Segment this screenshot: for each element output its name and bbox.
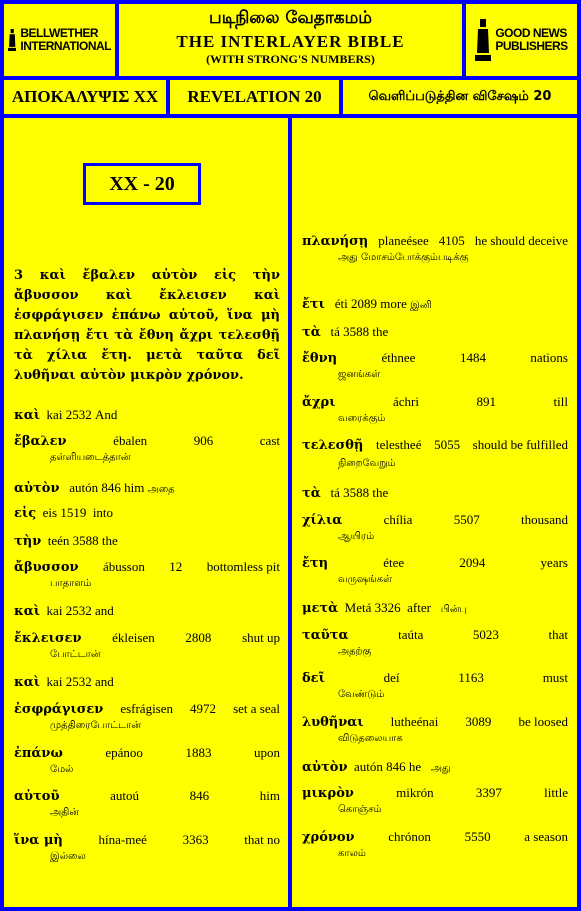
tamil-gloss: போட்டான்: [50, 649, 101, 660]
greek-word: αὐτὸν: [14, 481, 60, 496]
strong-number: 906: [193, 433, 214, 448]
transliteration: hína-meé: [98, 832, 147, 847]
tamil-gloss: இனி: [410, 300, 432, 311]
transliteration: étee: [383, 555, 405, 570]
transliteration: Metá: [344, 600, 372, 615]
tamil-chapter-label: வெளிப்படுத்தின விசேஷம் 20: [339, 76, 581, 118]
transliteration: telestheé: [375, 437, 422, 452]
word-entry: [302, 714, 568, 747]
greek-word: ἵνα μὴ: [14, 833, 63, 848]
greek-word: λυθῆναι: [302, 715, 364, 730]
tamil-gloss: விடுதலையாக: [338, 733, 403, 744]
word-entry: [14, 480, 280, 498]
transliteration: ébalen: [113, 433, 148, 448]
strong-number: 5055: [434, 437, 461, 452]
word-entry: [302, 759, 568, 777]
transliteration: planeésee: [378, 233, 429, 248]
greek-word: ἐπάνω: [14, 746, 63, 761]
english-gloss: and: [94, 603, 114, 618]
english-gloss: the: [372, 485, 389, 500]
english-gloss: set a seal: [233, 701, 280, 716]
transliteration: autón: [353, 759, 383, 774]
tamil-gloss: அதின்: [50, 807, 80, 818]
english-gloss: more: [380, 296, 407, 311]
english-gloss: be loosed: [518, 714, 568, 729]
tamil-gloss: பின்பு: [440, 604, 467, 615]
greek-word: ἐσφράγισεν: [14, 702, 104, 717]
english-gloss: and: [94, 674, 114, 689]
english-gloss: cast: [259, 433, 280, 448]
strong-number: 846: [386, 759, 406, 774]
word-entry: [14, 745, 280, 778]
transliteration: chília: [383, 512, 413, 527]
word-entry: [14, 559, 280, 592]
greek-word: τὰ: [302, 486, 321, 501]
transliteration: teén: [47, 533, 70, 548]
word-entry: [302, 512, 568, 545]
tamil-gloss: அதை: [147, 484, 175, 495]
word-entry: [302, 324, 568, 341]
tamil-gloss: நிறைவேறும்: [338, 458, 396, 469]
english-gloss: a season: [524, 829, 568, 844]
english-gloss: him: [124, 480, 145, 495]
word-entry: [14, 407, 280, 424]
strong-number: 3588: [343, 485, 370, 500]
english-gloss: upon: [253, 745, 280, 760]
strong-number: 5550: [464, 829, 491, 844]
tamil-gloss: காலம்: [338, 848, 366, 859]
strong-number: 1484: [459, 350, 486, 365]
strong-number: 5023: [472, 627, 499, 642]
tamil-gloss: அது: [430, 763, 451, 774]
greek-word: ἔτη: [302, 556, 329, 571]
greek-word: ταῦτα: [302, 628, 349, 643]
page-title: THE INTERLAYER BIBLE: [176, 32, 405, 51]
word-entry: [14, 505, 280, 522]
transliteration: éti: [334, 296, 348, 311]
greek-word: ἔτι: [302, 297, 325, 312]
page-subtitle: (WITH STRONG'S NUMBERS): [206, 52, 375, 66]
transliteration: chrónon: [388, 829, 431, 844]
greek-word: αὐτὸν: [302, 760, 348, 775]
english-gloss: the: [372, 324, 389, 339]
strong-number: 2532: [65, 674, 92, 689]
tamil-gloss: பாதாளம்: [50, 578, 92, 589]
transliteration: deí: [383, 670, 400, 685]
strong-number: 3326: [374, 600, 401, 615]
title-block: [115, 0, 466, 80]
transliteration: ábusson: [102, 559, 145, 574]
strong-number: 3397: [475, 785, 502, 800]
tamil-gloss: அது மோசம்போக்கும்படிக்கு: [338, 252, 469, 263]
greek-word: εἰς: [14, 506, 37, 521]
tamil-gloss: தள்ளியடைத்தான்: [50, 452, 131, 463]
greek-word: ἄβυσσον: [14, 560, 79, 575]
tamil-gloss: வருஷங்கள்: [338, 574, 393, 585]
word-entry: [302, 785, 568, 818]
word-entry: [302, 485, 568, 502]
greek-word: ἔκλεισεν: [14, 631, 82, 646]
word-entry: [14, 788, 280, 821]
strong-number: 846: [189, 788, 210, 803]
english-gloss: after: [407, 600, 431, 615]
greek-word: τελεσθῇ: [302, 438, 364, 453]
strong-number: 4972: [190, 701, 217, 716]
transliteration: kai: [46, 603, 63, 618]
verse-text: 3 καὶ ἔβαλεν αὐτὸν εἰς τὴν ἄβυσσον καὶ ἔκλεισεν καὶ ἐσφράγισεν ἐπάνω αὐτοῦ, ἵνα μὴ πλανήσῃ ἔτι τὰ ἔθνη ἄχρι τελεσθῇ τὰ χίλια ἔτη. μετὰ ταῦτα δεῖ λυθῆναι αὐτὸν μικρὸν χρόνον.: [14, 268, 280, 383]
tamil-gloss: கொஞ்சம்: [338, 804, 382, 815]
strong-number: 1883: [185, 745, 212, 760]
strong-number: 1519: [60, 505, 87, 520]
strong-number: 3588: [72, 533, 99, 548]
word-entry: [302, 555, 568, 588]
english-gloss: thousand: [521, 512, 568, 527]
english-chapter-label: REVELATION 20: [166, 76, 343, 118]
english-gloss: shut up: [242, 630, 280, 645]
strong-number: 1163: [458, 670, 484, 685]
transliteration: áchri: [393, 394, 419, 409]
tamil-gloss: ஆயிரம்: [338, 531, 375, 542]
transliteration: autón: [69, 480, 99, 495]
transliteration: esfrágisen: [120, 701, 174, 716]
strong-number: 12: [169, 559, 183, 574]
transliteration: epánoo: [105, 745, 143, 760]
transliteration: kai: [46, 407, 63, 422]
english-gloss: And: [94, 407, 118, 422]
word-entry: [14, 433, 280, 466]
strong-number: 846: [101, 480, 121, 495]
word-entry: [302, 670, 568, 703]
good-news-figure-icon: [475, 17, 491, 63]
english-gloss: years: [540, 555, 568, 570]
english-gloss: into: [92, 505, 114, 520]
greek-word: μικρὸν: [302, 786, 354, 801]
strong-number: 2808: [185, 630, 212, 645]
tamil-gloss: முத்திரைபோட்டான்: [50, 720, 142, 731]
english-gloss: bottomless pit: [206, 559, 280, 574]
english-gloss: he should deceive: [474, 233, 568, 248]
word-entry: [14, 533, 280, 550]
word-entry: [14, 674, 280, 691]
greek-word: δεῖ: [302, 671, 325, 686]
tamil-gloss: மேல்: [50, 764, 74, 775]
english-gloss: that no: [244, 832, 280, 847]
greek-word: τὰ: [302, 325, 321, 340]
transliteration: kai: [46, 674, 63, 689]
greek-word: ἄχρι: [302, 395, 336, 410]
transliteration: lutheénai: [390, 714, 439, 729]
greek-word: καὶ: [14, 604, 41, 619]
transliteration: autoú: [110, 788, 139, 803]
english-gloss: till: [553, 394, 568, 409]
transliteration: taúta: [398, 627, 424, 642]
strong-number: 2532: [65, 603, 92, 618]
transliteration: éthnee: [381, 350, 416, 365]
word-entry: [302, 829, 568, 862]
greek-word: πλανήσῃ: [302, 234, 369, 249]
strong-number: 4105: [438, 233, 465, 248]
english-gloss: little: [544, 785, 568, 800]
chapter-verse-box: XX - 20: [83, 163, 201, 205]
greek-word: χίλια: [302, 513, 343, 528]
word-entry: [14, 630, 280, 663]
transliteration: ékleisen: [112, 630, 155, 645]
english-gloss: must: [542, 670, 568, 685]
greek-word: μετὰ: [302, 601, 339, 616]
word-entry: [14, 832, 280, 865]
word-entry: [302, 600, 568, 618]
strong-number: 2089: [350, 296, 377, 311]
word-entry: [302, 350, 568, 383]
transliteration: mikrón: [396, 785, 434, 800]
tamil-gloss: வரைக்கும்: [338, 413, 386, 424]
greek-chapter-label: ΑΠΟΚΑΛΥΨΙΣ XX: [0, 76, 170, 118]
english-gloss: he: [408, 759, 422, 774]
greek-word: καὶ: [14, 675, 41, 690]
greek-word: τὴν: [14, 534, 42, 549]
word-entry: [302, 233, 568, 266]
transliteration: tá: [330, 324, 340, 339]
strong-number: 891: [476, 394, 497, 409]
english-gloss: nations: [530, 350, 568, 365]
strong-number: 5507: [453, 512, 480, 527]
english-gloss: him: [259, 788, 280, 803]
english-gloss: that: [548, 627, 568, 642]
good-news-logo: [462, 0, 581, 80]
word-entry: [302, 437, 568, 472]
title-tamil: படிநிலை வேதாகமம்: [209, 8, 372, 28]
word-entry: [302, 296, 568, 314]
transliteration: tá: [330, 485, 340, 500]
strong-number: 2094: [459, 555, 486, 570]
greek-word: ἔβαλεν: [14, 434, 67, 449]
bellwether-logo-text: BELLWETHER INTERNATIONAL: [20, 26, 111, 53]
word-entry: [302, 394, 568, 427]
good-news-logo-text: GOOD NEWS PUBLISHERS: [495, 26, 568, 53]
bellwether-logo: [0, 0, 119, 80]
word-entry: [14, 603, 280, 620]
strong-number: 3588: [343, 324, 370, 339]
tamil-gloss: வேண்டும்: [338, 689, 385, 700]
tamil-gloss: இல்லை: [50, 851, 86, 862]
bellwether-figure-icon: [8, 17, 16, 63]
greek-word: αὐτοῦ: [14, 789, 60, 804]
strong-number: 2532: [65, 407, 92, 422]
greek-word: ἔθνη: [302, 351, 338, 366]
strong-number: 3363: [182, 832, 209, 847]
tamil-gloss: அதற்கு: [338, 646, 372, 657]
word-entry: [302, 627, 568, 660]
greek-word: χρόνον: [302, 830, 355, 845]
strong-number: 3089: [465, 714, 492, 729]
english-gloss: the: [101, 533, 118, 548]
transliteration: eis: [42, 505, 58, 520]
greek-word: καὶ: [14, 408, 41, 423]
tamil-gloss: ஜனங்கள்: [338, 369, 381, 380]
english-gloss: should be fulfilled: [472, 437, 568, 452]
word-entry: [14, 701, 280, 734]
